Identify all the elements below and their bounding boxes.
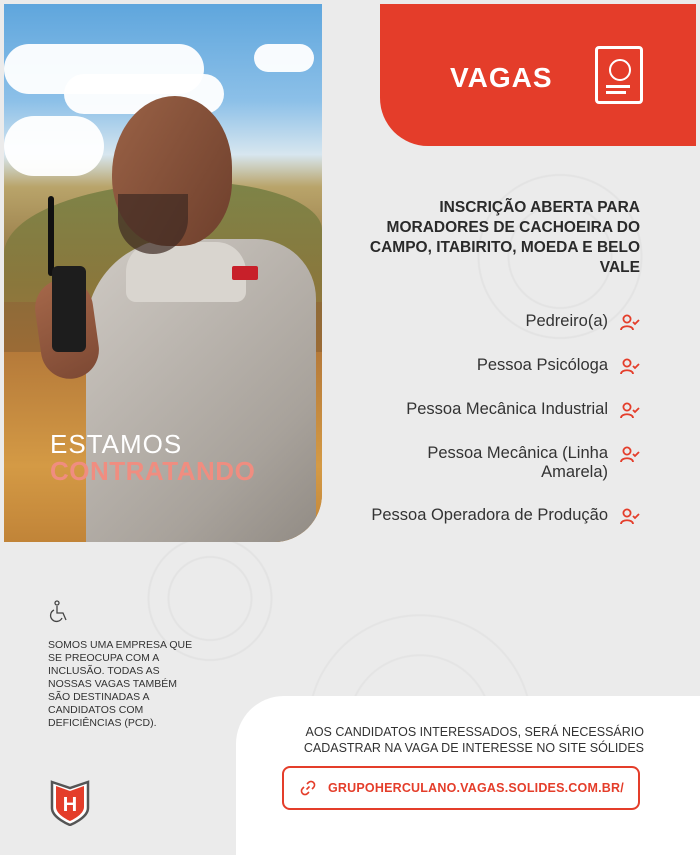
job-label: Pessoa Operadora de Produção [371,506,608,524]
job-item [320,506,640,526]
user-check-icon [620,402,640,420]
user-check-icon [620,508,640,526]
logo-letter: H [62,794,78,816]
wheelchair-icon [48,600,70,624]
job-item [320,444,640,482]
user-check-icon [620,446,640,464]
inclusion-text: SOMOS UMA EMPRESA QUE SE PREOCUPA COM A INCLUSÃO. TODAS AS NOSSAS VAGAS TAMBÉM SÃO DESTINADAS A CANDIDATOS COM DEFICIÊNCIAS (PCD). [48,639,193,729]
url-link[interactable] [282,766,640,810]
job-label: Pessoa Psicóloga [476,356,608,374]
user-check-icon [620,314,640,332]
job-list [320,312,640,550]
radio-antenna [48,196,54,276]
job-label: Pedreiro(a) [525,312,608,330]
walkie-talkie [52,266,86,352]
vagas-header [380,4,696,146]
job-item [320,312,640,332]
job-label: Pessoa Mecânica Industrial [406,400,608,418]
intro-text: INSCRIÇÃO ABERTA PARA MORADORES DE CACHOEIRA DO CAMPO, ITABIRITO, MOEDA E BELO VALE [369,199,640,276]
hero-text-line2: CONTRATANDO [50,456,256,486]
hero-photo [4,4,322,542]
hero-text-line1: ESTAMOS [50,429,183,459]
job-label: Pessoa Mecânica (Linha Amarela) [427,444,608,481]
job-item [320,356,640,376]
url-text[interactable]: GRUPOHERCULANO.VAGAS.SOLIDES.COM.BR/ [328,781,624,795]
document-user-icon [595,46,643,104]
job-item [320,400,640,420]
cloud [254,44,314,72]
user-check-icon [620,358,640,376]
shirt-logo [232,266,258,280]
cloud [4,116,104,176]
vagas-title: VAGAS [450,62,553,93]
link-icon [300,780,316,796]
company-logo [50,778,90,826]
signup-notice: AOS CANDIDATOS INTERESSADOS, SERÁ NECESSÁRIO CADASTRAR NA VAGA DE INTERESSE NO SITE SÓLIDES [303,725,644,755]
signup-card [236,696,700,855]
